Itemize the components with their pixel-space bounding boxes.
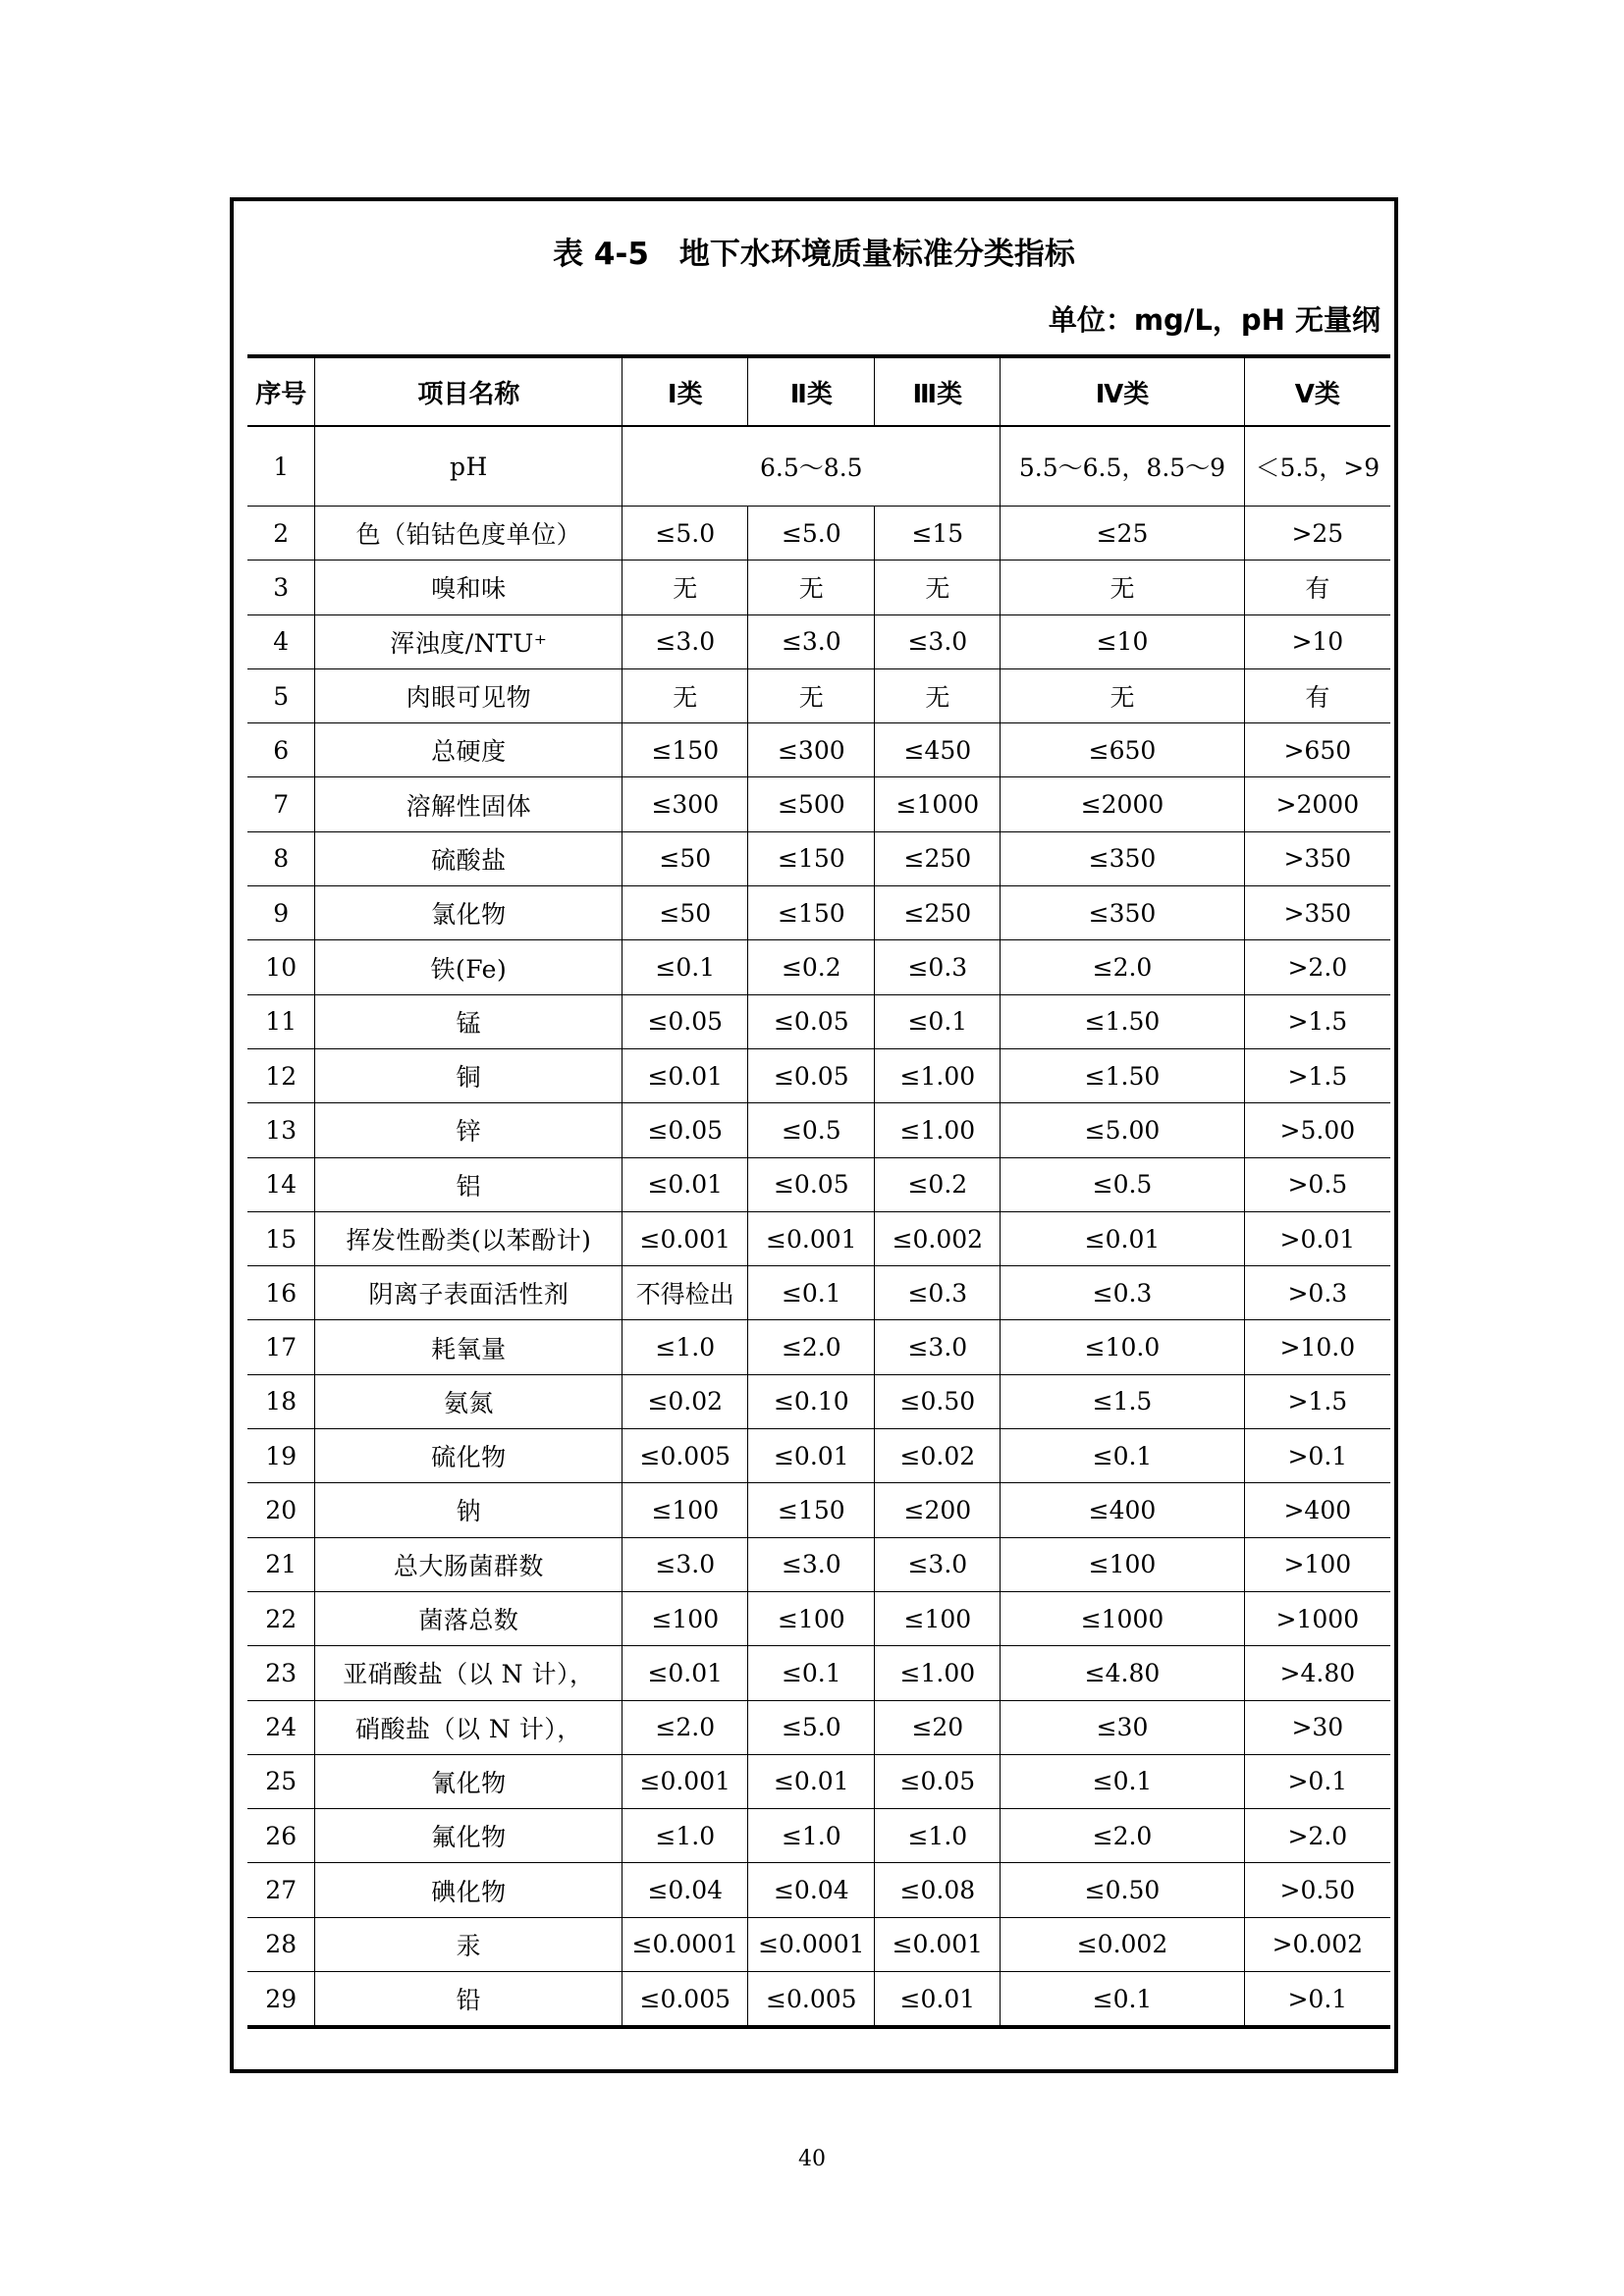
cell-class-4: ≤0.1 (1001, 1972, 1244, 2028)
cell-no: 10 (247, 940, 315, 994)
cell-class-5: >2.0 (1244, 1809, 1390, 1863)
cell-class-2: ≤0.01 (748, 1429, 875, 1483)
cell-class-2: ≤150 (748, 1483, 875, 1537)
cell-item-name: 嗅和味 (315, 561, 623, 614)
cell-class-1: ≤50 (623, 831, 748, 885)
cell-class-5: >0.50 (1244, 1863, 1390, 1917)
cell-class-4: ≤5.00 (1001, 1103, 1244, 1157)
cell-class-4: ≤350 (1001, 886, 1244, 940)
header-class-1: Ⅰ类 (623, 356, 748, 426)
cell-no: 6 (247, 723, 315, 777)
groundwater-quality-table (247, 354, 1390, 2029)
table-row (247, 1863, 1390, 1917)
cell-class-1: ≤0.05 (623, 1103, 748, 1157)
header-class-2: Ⅱ类 (748, 356, 875, 426)
cell-item-name: 挥发性酚类(以苯酚计) (315, 1211, 623, 1265)
cell-class-3: ≤250 (875, 886, 1001, 940)
table-row (247, 1754, 1390, 1808)
cell-class-4: ≤650 (1001, 723, 1244, 777)
cell-item-name: 氟化物 (315, 1809, 623, 1863)
cell-no: 12 (247, 1048, 315, 1102)
table-row (247, 1211, 1390, 1265)
cell-item-name: 亚硝酸盐（以 N 计）， (315, 1646, 623, 1700)
cell-no: 4 (247, 614, 315, 668)
table-row (247, 1103, 1390, 1157)
cell-no: 22 (247, 1591, 315, 1645)
cell-class-1: 无 (623, 668, 748, 722)
cell-class-4: 无 (1001, 561, 1244, 614)
cell-class-2: ≤0.1 (748, 1266, 875, 1320)
table-unit-note: 单位：mg/L，pH 无量纲 (1048, 303, 1380, 337)
cell-class-5: >650 (1244, 723, 1390, 777)
cell-class-3: ≤450 (875, 723, 1001, 777)
cell-no: 26 (247, 1809, 315, 1863)
cell-item-name: 锌 (315, 1103, 623, 1157)
cell-no: 21 (247, 1537, 315, 1591)
cell-item-name: 阴离子表面活性剂 (315, 1266, 623, 1320)
cell-class-1: ≤2.0 (623, 1700, 748, 1754)
cell-class-1: ≤0.05 (623, 994, 748, 1048)
table-row (247, 1972, 1390, 2028)
header-item-name: 项目名称 (315, 356, 623, 426)
cell-item-name: pH (315, 426, 623, 507)
table-row (247, 668, 1390, 722)
cell-class-4: ≤1.5 (1001, 1374, 1244, 1428)
cell-no: 27 (247, 1863, 315, 1917)
cell-class-4: ≤2.0 (1001, 940, 1244, 994)
cell-class-3: ≤0.2 (875, 1157, 1001, 1211)
cell-class-4: ≤0.1 (1001, 1754, 1244, 1808)
cell-item-name: 硝酸盐（以 N 计）， (315, 1700, 623, 1754)
table-row (247, 614, 1390, 668)
cell-class-3: ≤0.3 (875, 940, 1001, 994)
cell-no: 1 (247, 426, 315, 507)
table-row (247, 1483, 1390, 1537)
cell-class-4: ≤30 (1001, 1700, 1244, 1754)
cell-class-5: 有 (1244, 668, 1390, 722)
cell-class-3: ≤100 (875, 1591, 1001, 1645)
cell-class-3: ≤3.0 (875, 1537, 1001, 1591)
table-title: 表 4-5 地下水环境质量标准分类指标 (553, 237, 1075, 272)
cell-class-3: ≤15 (875, 507, 1001, 561)
header-class-4: Ⅳ类 (1001, 356, 1244, 426)
cell-class-1: ≤5.0 (623, 507, 748, 561)
cell-class-5: >5.00 (1244, 1103, 1390, 1157)
cell-item-name: 氨氮 (315, 1374, 623, 1428)
cell-no: 18 (247, 1374, 315, 1428)
cell-class-1: ≤0.001 (623, 1754, 748, 1808)
cell-class-5: >0.1 (1244, 1972, 1390, 2028)
cell-class-2: ≤1.0 (748, 1809, 875, 1863)
cell-class-1: ≤0.005 (623, 1972, 748, 2028)
cell-class-5: >0.002 (1244, 1917, 1390, 1971)
cell-class-4: ≤1000 (1001, 1591, 1244, 1645)
cell-item-name: 溶解性固体 (315, 777, 623, 831)
cell-class-2: ≤500 (748, 777, 875, 831)
table-row (247, 1537, 1390, 1591)
cell-class-3: ≤0.02 (875, 1429, 1001, 1483)
header-class-3: Ⅲ类 (875, 356, 1001, 426)
cell-no: 8 (247, 831, 315, 885)
cell-class-4: ≤0.01 (1001, 1211, 1244, 1265)
cell-class-1: ≤300 (623, 777, 748, 831)
cell-class-1: ≤0.005 (623, 1429, 748, 1483)
table-header-row (247, 356, 1390, 426)
cell-class-5: >10 (1244, 614, 1390, 668)
header-no: 序号 (247, 356, 315, 426)
cell-no: 3 (247, 561, 315, 614)
cell-class-3: ≤1000 (875, 777, 1001, 831)
table-row (247, 940, 1390, 994)
cell-class-3: ≤3.0 (875, 614, 1001, 668)
cell-class-5: ＜5.5，>9 (1244, 426, 1390, 507)
cell-class-4: ≤400 (1001, 1483, 1244, 1537)
cell-item-name: 铁(Fe) (315, 940, 623, 994)
cell-class-1: ≤0.01 (623, 1048, 748, 1102)
cell-item-name: 铝 (315, 1157, 623, 1211)
cell-item-name: 菌落总数 (315, 1591, 623, 1645)
cell-class-5: >25 (1244, 507, 1390, 561)
cell-class-1: ≤0.01 (623, 1157, 748, 1211)
cell-class-5: >2.0 (1244, 940, 1390, 994)
cell-class-1: ≤0.02 (623, 1374, 748, 1428)
cell-class-3: ≤0.1 (875, 994, 1001, 1048)
cell-class-4: ≤100 (1001, 1537, 1244, 1591)
cell-class-2: ≤0.2 (748, 940, 875, 994)
cell-class-2: ≤2.0 (748, 1320, 875, 1374)
cell-item-name: 锰 (315, 994, 623, 1048)
cell-no: 2 (247, 507, 315, 561)
cell-class-4: ≤2000 (1001, 777, 1244, 831)
cell-class-3: ≤20 (875, 1700, 1001, 1754)
cell-class-2: ≤0.05 (748, 994, 875, 1048)
cell-class-1: ≤0.1 (623, 940, 748, 994)
cell-class-1: ≤1.0 (623, 1809, 748, 1863)
cell-class-5: >1.5 (1244, 1374, 1390, 1428)
cell-class-2: ≤0.0001 (748, 1917, 875, 1971)
cell-class-5: >0.1 (1244, 1754, 1390, 1808)
cell-no: 7 (247, 777, 315, 831)
cell-class-2: ≤3.0 (748, 614, 875, 668)
cell-class-4: ≤0.5 (1001, 1157, 1244, 1211)
table-row (247, 1320, 1390, 1374)
cell-class-2: ≤5.0 (748, 1700, 875, 1754)
cell-item-name: 总大肠菌群数 (315, 1537, 623, 1591)
cell-class-4: 无 (1001, 668, 1244, 722)
table-row (247, 507, 1390, 561)
cell-class-2: 无 (748, 668, 875, 722)
cell-no: 16 (247, 1266, 315, 1320)
header-class-5: Ⅴ类 (1244, 356, 1390, 426)
table-row-ph (247, 426, 1390, 507)
cell-class-2: ≤0.04 (748, 1863, 875, 1917)
cell-item-name: 色（铂钴色度单位） (315, 507, 623, 561)
cell-class-2: ≤0.005 (748, 1972, 875, 2028)
cell-class-5: >0.01 (1244, 1211, 1390, 1265)
cell-class-3: ≤0.002 (875, 1211, 1001, 1265)
cell-class-1: ≤0.0001 (623, 1917, 748, 1971)
table-row (247, 723, 1390, 777)
cell-class-1-3: 6.5～8.5 (623, 426, 1001, 507)
cell-class-5: >1000 (1244, 1591, 1390, 1645)
cell-class-2: ≤300 (748, 723, 875, 777)
cell-class-2: ≤0.05 (748, 1157, 875, 1211)
cell-class-3: ≤1.0 (875, 1809, 1001, 1863)
cell-class-3: ≤3.0 (875, 1320, 1001, 1374)
cell-class-2: 无 (748, 561, 875, 614)
cell-class-1: ≤0.001 (623, 1211, 748, 1265)
cell-class-5: >100 (1244, 1537, 1390, 1591)
table-row (247, 1646, 1390, 1700)
cell-class-1: ≤50 (623, 886, 748, 940)
cell-class-4: ≤25 (1001, 507, 1244, 561)
cell-class-5: >1.5 (1244, 1048, 1390, 1102)
cell-class-4: ≤0.3 (1001, 1266, 1244, 1320)
cell-class-2: ≤0.001 (748, 1211, 875, 1265)
cell-class-3: 无 (875, 561, 1001, 614)
cell-class-3: ≤0.05 (875, 1754, 1001, 1808)
table-row (247, 1809, 1390, 1863)
cell-item-name: 硫酸盐 (315, 831, 623, 885)
cell-no: 20 (247, 1483, 315, 1537)
cell-no: 14 (247, 1157, 315, 1211)
cell-class-5: >0.1 (1244, 1429, 1390, 1483)
cell-item-name: 铅 (315, 1972, 623, 2028)
cell-class-3: ≤0.08 (875, 1863, 1001, 1917)
cell-class-5: >0.5 (1244, 1157, 1390, 1211)
cell-item-name: 铜 (315, 1048, 623, 1102)
cell-class-1: ≤150 (623, 723, 748, 777)
cell-class-1: ≤3.0 (623, 1537, 748, 1591)
cell-class-5: >1.5 (1244, 994, 1390, 1048)
cell-class-4: ≤0.002 (1001, 1917, 1244, 1971)
cell-class-4: ≤10.0 (1001, 1320, 1244, 1374)
cell-item-name: 浑浊度/NTU⁺ (315, 614, 623, 668)
cell-class-2: ≤5.0 (748, 507, 875, 561)
cell-class-4: ≤1.50 (1001, 1048, 1244, 1102)
cell-class-1: ≤0.01 (623, 1646, 748, 1700)
table-frame (230, 197, 1398, 2073)
cell-item-name: 肉眼可见物 (315, 668, 623, 722)
cell-no: 13 (247, 1103, 315, 1157)
table-row (247, 1591, 1390, 1645)
cell-class-3: ≤1.00 (875, 1048, 1001, 1102)
cell-class-5: >400 (1244, 1483, 1390, 1537)
cell-no: 5 (247, 668, 315, 722)
table-row (247, 831, 1390, 885)
cell-item-name: 硫化物 (315, 1429, 623, 1483)
cell-no: 24 (247, 1700, 315, 1754)
cell-class-2: ≤0.05 (748, 1048, 875, 1102)
table-row (247, 561, 1390, 614)
cell-no: 28 (247, 1917, 315, 1971)
cell-class-3: ≤0.50 (875, 1374, 1001, 1428)
cell-class-5: >30 (1244, 1700, 1390, 1754)
cell-class-1: ≤1.0 (623, 1320, 748, 1374)
cell-no: 23 (247, 1646, 315, 1700)
page-number: 40 (798, 2147, 826, 2171)
table-row (247, 886, 1390, 940)
cell-class-4: ≤1.50 (1001, 994, 1244, 1048)
cell-item-name: 总硬度 (315, 723, 623, 777)
cell-class-5: >350 (1244, 886, 1390, 940)
table-row (247, 777, 1390, 831)
cell-class-1: ≤100 (623, 1483, 748, 1537)
table-row (247, 1374, 1390, 1428)
cell-no: 19 (247, 1429, 315, 1483)
cell-class-5: >0.3 (1244, 1266, 1390, 1320)
cell-class-3: ≤250 (875, 831, 1001, 885)
cell-no: 9 (247, 886, 315, 940)
cell-class-3: ≤0.3 (875, 1266, 1001, 1320)
cell-no: 29 (247, 1972, 315, 2028)
table-row (247, 1917, 1390, 1971)
cell-class-4: 5.5～6.5，8.5～9 (1001, 426, 1244, 507)
table-row (247, 1700, 1390, 1754)
table-row (247, 1266, 1390, 1320)
cell-class-2: ≤0.10 (748, 1374, 875, 1428)
cell-item-name: 氰化物 (315, 1754, 623, 1808)
cell-item-name: 钠 (315, 1483, 623, 1537)
cell-class-4: ≤350 (1001, 831, 1244, 885)
cell-class-3: ≤1.00 (875, 1103, 1001, 1157)
cell-no: 11 (247, 994, 315, 1048)
table-row (247, 994, 1390, 1048)
cell-class-3: 无 (875, 668, 1001, 722)
cell-class-5: >2000 (1244, 777, 1390, 831)
cell-class-3: ≤0.001 (875, 1917, 1001, 1971)
cell-class-5: >350 (1244, 831, 1390, 885)
cell-class-1: ≤100 (623, 1591, 748, 1645)
cell-item-name: 汞 (315, 1917, 623, 1971)
cell-class-2: ≤0.1 (748, 1646, 875, 1700)
cell-no: 25 (247, 1754, 315, 1808)
table-row (247, 1048, 1390, 1102)
cell-class-4: ≤2.0 (1001, 1809, 1244, 1863)
cell-class-2: ≤100 (748, 1591, 875, 1645)
cell-no: 17 (247, 1320, 315, 1374)
table-row (247, 1157, 1390, 1211)
cell-class-3: ≤200 (875, 1483, 1001, 1537)
cell-class-2: ≤0.5 (748, 1103, 875, 1157)
cell-no: 15 (247, 1211, 315, 1265)
cell-class-5: >10.0 (1244, 1320, 1390, 1374)
cell-class-4: ≤0.1 (1001, 1429, 1244, 1483)
cell-class-4: ≤4.80 (1001, 1646, 1244, 1700)
cell-item-name: 碘化物 (315, 1863, 623, 1917)
cell-class-1: 不得检出 (623, 1266, 748, 1320)
cell-class-4: ≤10 (1001, 614, 1244, 668)
cell-item-name: 耗氧量 (315, 1320, 623, 1374)
cell-class-5: >4.80 (1244, 1646, 1390, 1700)
cell-class-2: ≤150 (748, 886, 875, 940)
cell-class-2: ≤0.01 (748, 1754, 875, 1808)
cell-class-2: ≤150 (748, 831, 875, 885)
cell-class-1: ≤3.0 (623, 614, 748, 668)
table-row (247, 1429, 1390, 1483)
cell-class-3: ≤1.00 (875, 1646, 1001, 1700)
cell-class-5: 有 (1244, 561, 1390, 614)
cell-class-3: ≤0.01 (875, 1972, 1001, 2028)
cell-item-name: 氯化物 (315, 886, 623, 940)
cell-class-4: ≤0.50 (1001, 1863, 1244, 1917)
cell-class-1: 无 (623, 561, 748, 614)
cell-class-1: ≤0.04 (623, 1863, 748, 1917)
cell-class-2: ≤3.0 (748, 1537, 875, 1591)
